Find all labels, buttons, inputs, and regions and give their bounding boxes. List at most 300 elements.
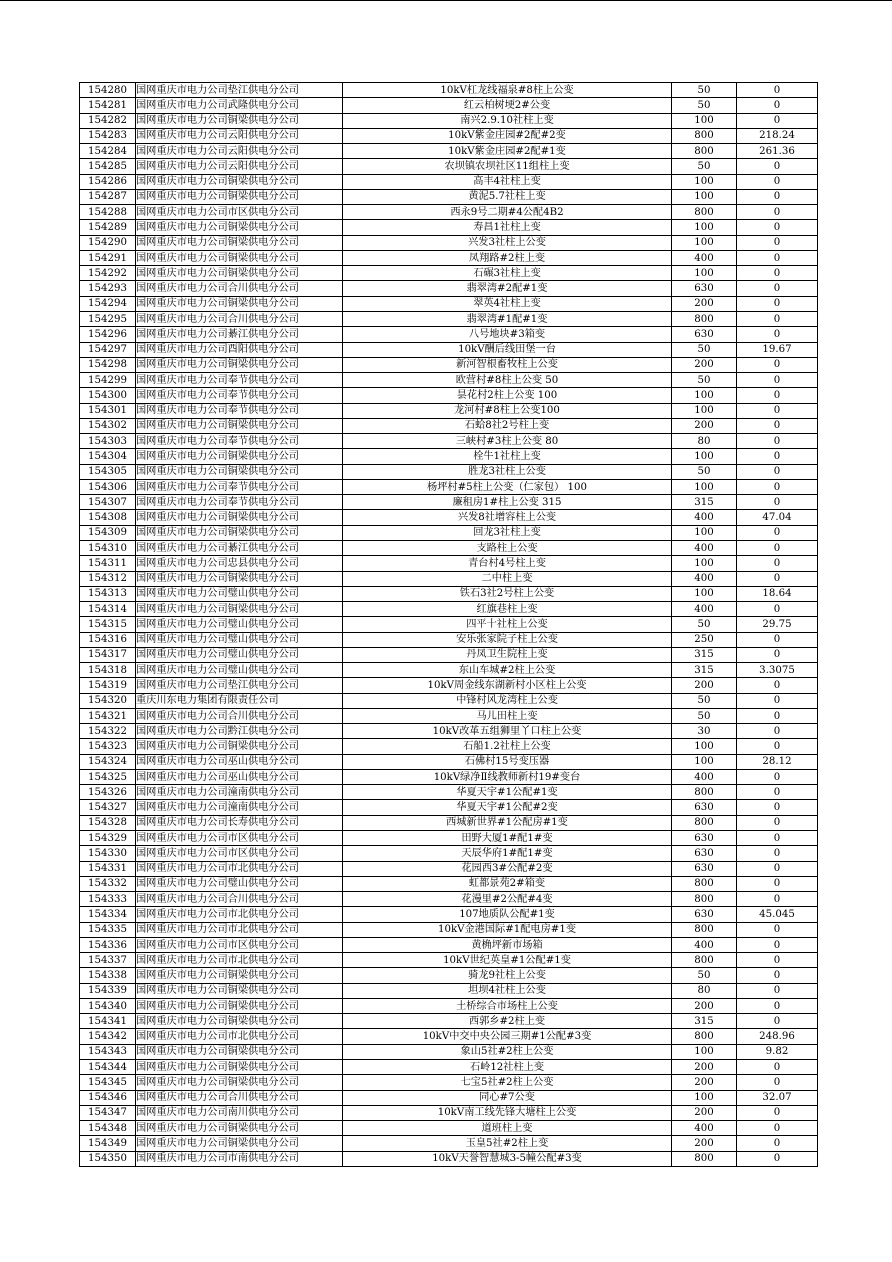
- row-id-cell: 154332: [80, 876, 136, 891]
- row-capacity-cell: 100: [672, 403, 737, 418]
- page-top-border: [0, 0, 892, 1]
- row-id-cell: 154327: [80, 800, 136, 815]
- table-row: [80, 983, 818, 998]
- row-name-cell: 10kV天誉智慧城3-5幢公配#3变: [343, 1151, 672, 1166]
- row-id-cell: 154319: [80, 678, 136, 693]
- row-capacity-cell: 100: [672, 174, 737, 189]
- row-org-cell: 国网重庆市电力公司铜梁供电分公司: [136, 1044, 343, 1059]
- row-capacity-cell: 100: [672, 266, 737, 281]
- row-value-cell: 0: [737, 876, 818, 891]
- row-org-cell: 重庆川东电力集团有限责任公司: [136, 693, 343, 708]
- row-name-cell: 凤翔路#2柱上变: [343, 250, 672, 265]
- row-id-cell: 154298: [80, 357, 136, 372]
- row-name-cell: 坦坝4社柱上公变: [343, 983, 672, 998]
- row-org-cell: 国网重庆市电力公司巫山供电分公司: [136, 769, 343, 784]
- row-org-cell: 国网重庆市电力公司铜梁供电分公司: [136, 357, 343, 372]
- row-id-cell: 154310: [80, 540, 136, 555]
- row-value-cell: 261.36: [737, 144, 818, 159]
- row-org-cell: 国网重庆市电力公司市北供电分公司: [136, 861, 343, 876]
- table-row: [80, 968, 818, 983]
- row-org-cell: 国网重庆市电力公司铜梁供电分公司: [136, 968, 343, 983]
- row-name-cell: 黄泥5.7社柱上变: [343, 189, 672, 204]
- row-id-cell: 154306: [80, 479, 136, 494]
- table-row: [80, 373, 818, 388]
- row-capacity-cell: 400: [672, 602, 737, 617]
- row-value-cell: 0: [737, 373, 818, 388]
- row-id-cell: 154281: [80, 98, 136, 113]
- row-org-cell: 国网重庆市电力公司酉阳供电分公司: [136, 342, 343, 357]
- row-name-cell: 西郭乡#2柱上变: [343, 1014, 672, 1029]
- row-name-cell: 寿昌1社柱上变: [343, 220, 672, 235]
- row-capacity-cell: 800: [672, 815, 737, 830]
- row-value-cell: 0: [737, 861, 818, 876]
- row-name-cell: 华夏天宇#1公配#1变: [343, 785, 672, 800]
- row-org-cell: 国网重庆市电力公司云阳供电分公司: [136, 128, 343, 143]
- row-value-cell: 0: [737, 815, 818, 830]
- row-name-cell: 四平十社柱上公变: [343, 617, 672, 632]
- row-capacity-cell: 630: [672, 281, 737, 296]
- table-row: [80, 937, 818, 952]
- table-row: [80, 739, 818, 754]
- row-capacity-cell: 100: [672, 449, 737, 464]
- table-body: [80, 83, 818, 1167]
- row-value-cell: 0: [737, 266, 818, 281]
- table-row: [80, 708, 818, 723]
- row-org-cell: 国网重庆市电力公司奉节供电分公司: [136, 388, 343, 403]
- row-org-cell: 国网重庆市电力公司武隆供电分公司: [136, 98, 343, 113]
- row-name-cell: 田野大厦1#配1#变: [343, 831, 672, 846]
- row-name-cell: 马儿田柱上变: [343, 708, 672, 723]
- row-name-cell: 农坝镇农坝社区11组柱上变: [343, 159, 672, 174]
- table-row: [80, 693, 818, 708]
- row-name-cell: 东山车城#2柱上公变: [343, 663, 672, 678]
- row-name-cell: 栓牛1社柱上变: [343, 449, 672, 464]
- row-name-cell: 七宝5社#2柱上公变: [343, 1075, 672, 1090]
- row-name-cell: 10kV周金线东湖新村小区柱上公变: [343, 678, 672, 693]
- row-value-cell: 0: [737, 479, 818, 494]
- table-row: [80, 1121, 818, 1136]
- row-value-cell: 0: [737, 327, 818, 342]
- row-org-cell: 国网重庆市电力公司市北供电分公司: [136, 953, 343, 968]
- row-org-cell: 国网重庆市电力公司铜梁供电分公司: [136, 250, 343, 265]
- table-row: [80, 846, 818, 861]
- row-org-cell: 国网重庆市电力公司铜梁供电分公司: [136, 983, 343, 998]
- row-name-cell: 石碾3社柱上变: [343, 266, 672, 281]
- table-row: [80, 754, 818, 769]
- row-value-cell: 0: [737, 449, 818, 464]
- table-row: [80, 632, 818, 647]
- row-capacity-cell: 800: [672, 876, 737, 891]
- row-org-cell: 国网重庆市电力公司铜梁供电分公司: [136, 464, 343, 479]
- table-row: [80, 540, 818, 555]
- table-row: [80, 342, 818, 357]
- row-name-cell: 铁石3社2号柱上公变: [343, 586, 672, 601]
- row-name-cell: 胜龙3社柱上公变: [343, 464, 672, 479]
- row-value-cell: 0: [737, 1105, 818, 1120]
- table-row: [80, 266, 818, 281]
- row-capacity-cell: 630: [672, 327, 737, 342]
- row-name-cell: 10kV南工线先锋大塘柱上公变: [343, 1105, 672, 1120]
- row-value-cell: 0: [737, 800, 818, 815]
- row-org-cell: 国网重庆市电力公司合川供电分公司: [136, 311, 343, 326]
- row-value-cell: 0: [737, 220, 818, 235]
- row-id-cell: 154302: [80, 418, 136, 433]
- row-name-cell: 花漫里#2公配#4变: [343, 892, 672, 907]
- row-name-cell: 10kV改革五组狮里丫口柱上公变: [343, 724, 672, 739]
- row-name-cell: 昙花村2柱上公变 100: [343, 388, 672, 403]
- row-id-cell: 154329: [80, 831, 136, 846]
- row-name-cell: 天辰华府1#配1#变: [343, 846, 672, 861]
- row-org-cell: 国网重庆市电力公司黔江供电分公司: [136, 724, 343, 739]
- table-row: [80, 1075, 818, 1090]
- row-capacity-cell: 100: [672, 479, 737, 494]
- row-name-cell: 花园西3#公配#2变: [343, 861, 672, 876]
- row-capacity-cell: 100: [672, 113, 737, 128]
- row-value-cell: 0: [737, 540, 818, 555]
- row-name-cell: 华夏天宇#1公配#2变: [343, 800, 672, 815]
- row-org-cell: 国网重庆市电力公司铜梁供电分公司: [136, 1014, 343, 1029]
- table-row: [80, 1105, 818, 1120]
- row-capacity-cell: 800: [672, 1029, 737, 1044]
- table-row: [80, 769, 818, 784]
- row-value-cell: 0: [737, 831, 818, 846]
- row-org-cell: 国网重庆市电力公司长寿供电分公司: [136, 815, 343, 830]
- row-capacity-cell: 630: [672, 846, 737, 861]
- row-name-cell: 翡翠湾#1配#1变: [343, 311, 672, 326]
- row-id-cell: 154336: [80, 937, 136, 952]
- row-capacity-cell: 100: [672, 556, 737, 571]
- row-id-cell: 154328: [80, 815, 136, 830]
- row-value-cell: 0: [737, 556, 818, 571]
- row-name-cell: 支路柱上公变: [343, 540, 672, 555]
- row-name-cell: 石佛村15号变压器: [343, 754, 672, 769]
- row-value-cell: 0: [737, 205, 818, 220]
- table-row: [80, 495, 818, 510]
- row-value-cell: 0: [737, 388, 818, 403]
- row-org-cell: 国网重庆市电力公司合川供电分公司: [136, 281, 343, 296]
- row-id-cell: 154287: [80, 189, 136, 204]
- row-capacity-cell: 30: [672, 724, 737, 739]
- row-org-cell: 国网重庆市电力公司铜梁供电分公司: [136, 220, 343, 235]
- row-value-cell: 0: [737, 434, 818, 449]
- row-id-cell: 154313: [80, 586, 136, 601]
- row-value-cell: 0: [737, 357, 818, 372]
- table-row: [80, 571, 818, 586]
- row-value-cell: 0: [737, 174, 818, 189]
- row-capacity-cell: 50: [672, 464, 737, 479]
- row-capacity-cell: 100: [672, 1044, 737, 1059]
- table-row: [80, 434, 818, 449]
- table-row: [80, 174, 818, 189]
- row-value-cell: 47.04: [737, 510, 818, 525]
- row-name-cell: 欧营村#8柱上公变 50: [343, 373, 672, 388]
- row-value-cell: 0: [737, 983, 818, 998]
- table-row: [80, 1151, 818, 1166]
- table-row: [80, 647, 818, 662]
- row-capacity-cell: 630: [672, 800, 737, 815]
- row-name-cell: 西永9号二期#4公配4B2: [343, 205, 672, 220]
- row-value-cell: 0: [737, 525, 818, 540]
- table-row: [80, 831, 818, 846]
- row-value-cell: 0: [737, 647, 818, 662]
- row-id-cell: 154292: [80, 266, 136, 281]
- table-row: [80, 327, 818, 342]
- row-capacity-cell: 630: [672, 907, 737, 922]
- table-row: [80, 510, 818, 525]
- row-capacity-cell: 50: [672, 708, 737, 723]
- table-row: [80, 83, 818, 98]
- row-name-cell: 兴发8社增容柱上公变: [343, 510, 672, 525]
- row-name-cell: 西城新世界#1公配房#1变: [343, 815, 672, 830]
- row-name-cell: 红旗巷柱上变: [343, 602, 672, 617]
- row-value-cell: 0: [737, 892, 818, 907]
- row-org-cell: 国网重庆市电力公司铜梁供电分公司: [136, 1075, 343, 1090]
- row-id-cell: 154334: [80, 907, 136, 922]
- row-id-cell: 154300: [80, 388, 136, 403]
- row-org-cell: 国网重庆市电力公司璧山供电分公司: [136, 617, 343, 632]
- row-value-cell: 29.75: [737, 617, 818, 632]
- row-id-cell: 154347: [80, 1105, 136, 1120]
- row-capacity-cell: 100: [672, 525, 737, 540]
- row-id-cell: 154290: [80, 235, 136, 250]
- row-org-cell: 国网重庆市电力公司铜梁供电分公司: [136, 998, 343, 1013]
- row-org-cell: 国网重庆市电力公司合川供电分公司: [136, 892, 343, 907]
- row-id-cell: 154322: [80, 724, 136, 739]
- row-id-cell: 154325: [80, 769, 136, 784]
- row-name-cell: 南兴2.9.10社柱上变: [343, 113, 672, 128]
- table-row: [80, 815, 818, 830]
- row-capacity-cell: 630: [672, 861, 737, 876]
- row-name-cell: 兴发3社柱上公变: [343, 235, 672, 250]
- row-id-cell: 154338: [80, 968, 136, 983]
- row-org-cell: 国网重庆市电力公司铜梁供电分公司: [136, 739, 343, 754]
- row-id-cell: 154320: [80, 693, 136, 708]
- table-row: [80, 892, 818, 907]
- row-capacity-cell: 200: [672, 1060, 737, 1075]
- row-name-cell: 翠英4社柱上变: [343, 296, 672, 311]
- row-value-cell: 0: [737, 724, 818, 739]
- row-capacity-cell: 50: [672, 693, 737, 708]
- row-name-cell: 10kV杠龙线福泉#8柱上公变: [343, 83, 672, 98]
- row-org-cell: 国网重庆市电力公司铜梁供电分公司: [136, 449, 343, 464]
- row-id-cell: 154286: [80, 174, 136, 189]
- row-id-cell: 154321: [80, 708, 136, 723]
- table-row: [80, 357, 818, 372]
- row-capacity-cell: 400: [672, 937, 737, 952]
- table-row: [80, 250, 818, 265]
- row-name-cell: 10kV紫金庄园#2配#1变: [343, 144, 672, 159]
- row-org-cell: 国网重庆市电力公司奉节供电分公司: [136, 373, 343, 388]
- row-capacity-cell: 50: [672, 968, 737, 983]
- row-org-cell: 国网重庆市电力公司铜梁供电分公司: [136, 602, 343, 617]
- row-id-cell: 154345: [80, 1075, 136, 1090]
- row-org-cell: 国网重庆市电力公司铜梁供电分公司: [136, 1136, 343, 1151]
- row-capacity-cell: 200: [672, 1075, 737, 1090]
- table-row: [80, 998, 818, 1013]
- row-org-cell: 国网重庆市电力公司市区供电分公司: [136, 205, 343, 220]
- table-row: [80, 205, 818, 220]
- row-name-cell: 中锋村风龙湾柱上公变: [343, 693, 672, 708]
- row-value-cell: 0: [737, 281, 818, 296]
- row-id-cell: 154344: [80, 1060, 136, 1075]
- table-row: [80, 525, 818, 540]
- row-capacity-cell: 800: [672, 1151, 737, 1166]
- row-capacity-cell: 50: [672, 342, 737, 357]
- row-capacity-cell: 630: [672, 831, 737, 846]
- table-row: [80, 907, 818, 922]
- row-value-cell: 0: [737, 403, 818, 418]
- row-org-cell: 国网重庆市电力公司忠县供电分公司: [136, 556, 343, 571]
- row-capacity-cell: 800: [672, 144, 737, 159]
- row-value-cell: 0: [737, 250, 818, 265]
- table-row: [80, 479, 818, 494]
- row-name-cell: 高丰4社柱上变: [343, 174, 672, 189]
- row-org-cell: 国网重庆市电力公司合川供电分公司: [136, 1090, 343, 1105]
- row-name-cell: 新河智根畜牧柱上公变: [343, 357, 672, 372]
- table-row: [80, 556, 818, 571]
- row-id-cell: 154318: [80, 663, 136, 678]
- row-org-cell: 国网重庆市电力公司奉节供电分公司: [136, 403, 343, 418]
- row-value-cell: 0: [737, 922, 818, 937]
- row-org-cell: 国网重庆市电力公司璧山供电分公司: [136, 632, 343, 647]
- table-row: [80, 876, 818, 891]
- row-value-cell: 0: [737, 464, 818, 479]
- row-org-cell: 国网重庆市电力公司市北供电分公司: [136, 1029, 343, 1044]
- row-id-cell: 154289: [80, 220, 136, 235]
- row-org-cell: 国网重庆市电力公司璧山供电分公司: [136, 647, 343, 662]
- row-id-cell: 154314: [80, 602, 136, 617]
- row-capacity-cell: 50: [672, 159, 737, 174]
- row-capacity-cell: 100: [672, 754, 737, 769]
- table-row: [80, 449, 818, 464]
- row-name-cell: 二中柱上变: [343, 571, 672, 586]
- row-id-cell: 154316: [80, 632, 136, 647]
- row-name-cell: 10kV金港国际#1配电房#1变: [343, 922, 672, 937]
- table-row: [80, 281, 818, 296]
- row-capacity-cell: 800: [672, 922, 737, 937]
- table-row: [80, 464, 818, 479]
- row-name-cell: 翡翠湾#2配#1变: [343, 281, 672, 296]
- row-name-cell: 10kV世纪英皇#1公配#1变: [343, 953, 672, 968]
- row-capacity-cell: 100: [672, 189, 737, 204]
- row-org-cell: 国网重庆市电力公司铜梁供电分公司: [136, 266, 343, 281]
- row-value-cell: 0: [737, 495, 818, 510]
- row-value-cell: 28.12: [737, 754, 818, 769]
- row-name-cell: 骑龙9社柱上公变: [343, 968, 672, 983]
- row-value-cell: 0: [737, 785, 818, 800]
- row-org-cell: 国网重庆市电力公司铜梁供电分公司: [136, 113, 343, 128]
- row-value-cell: 0: [737, 1014, 818, 1029]
- row-value-cell: 0: [737, 83, 818, 98]
- transformer-table: [79, 82, 818, 1167]
- row-id-cell: 154350: [80, 1151, 136, 1166]
- row-value-cell: 0: [737, 998, 818, 1013]
- row-value-cell: 0: [737, 846, 818, 861]
- row-org-cell: 国网重庆市电力公司潼南供电分公司: [136, 785, 343, 800]
- row-org-cell: 国网重庆市电力公司铜梁供电分公司: [136, 296, 343, 311]
- row-id-cell: 154296: [80, 327, 136, 342]
- table-row: [80, 785, 818, 800]
- row-value-cell: 0: [737, 235, 818, 250]
- row-capacity-cell: 100: [672, 388, 737, 403]
- row-value-cell: 0: [737, 113, 818, 128]
- row-value-cell: 18.64: [737, 586, 818, 601]
- row-id-cell: 154285: [80, 159, 136, 174]
- row-org-cell: 国网重庆市电力公司垫江供电分公司: [136, 83, 343, 98]
- row-value-cell: 0: [737, 296, 818, 311]
- row-org-cell: 国网重庆市电力公司云阳供电分公司: [136, 159, 343, 174]
- row-org-cell: 国网重庆市电力公司潼南供电分公司: [136, 800, 343, 815]
- row-org-cell: 国网重庆市电力公司市北供电分公司: [136, 907, 343, 922]
- table-row: [80, 1136, 818, 1151]
- row-capacity-cell: 200: [672, 418, 737, 433]
- row-value-cell: 9.82: [737, 1044, 818, 1059]
- row-name-cell: 回龙3社柱上变: [343, 525, 672, 540]
- row-org-cell: 国网重庆市电力公司铜梁供电分公司: [136, 1121, 343, 1136]
- row-name-cell: 安乐张家院子柱上公变: [343, 632, 672, 647]
- table-row: [80, 1029, 818, 1044]
- row-value-cell: 0: [737, 953, 818, 968]
- row-value-cell: 0: [737, 693, 818, 708]
- row-name-cell: 三峡村#3柱上公变 80: [343, 434, 672, 449]
- row-name-cell: 道班柱上变: [343, 1121, 672, 1136]
- row-name-cell: 10kV酬后线田堡一台: [343, 342, 672, 357]
- table-row: [80, 144, 818, 159]
- row-value-cell: 0: [737, 769, 818, 784]
- row-org-cell: 国网重庆市电力公司市南供电分公司: [136, 1151, 343, 1166]
- row-id-cell: 154282: [80, 113, 136, 128]
- row-id-cell: 154280: [80, 83, 136, 98]
- row-capacity-cell: 200: [672, 1105, 737, 1120]
- row-value-cell: 45.045: [737, 907, 818, 922]
- row-id-cell: 154317: [80, 647, 136, 662]
- row-value-cell: 19.67: [737, 342, 818, 357]
- row-org-cell: 国网重庆市电力公司奉节供电分公司: [136, 495, 343, 510]
- row-id-cell: 154307: [80, 495, 136, 510]
- table-row: [80, 128, 818, 143]
- row-capacity-cell: 800: [672, 892, 737, 907]
- row-id-cell: 154284: [80, 144, 136, 159]
- row-capacity-cell: 200: [672, 1136, 737, 1151]
- row-id-cell: 154315: [80, 617, 136, 632]
- row-capacity-cell: 400: [672, 250, 737, 265]
- row-capacity-cell: 100: [672, 1090, 737, 1105]
- row-org-cell: 国网重庆市电力公司奉节供电分公司: [136, 434, 343, 449]
- row-id-cell: 154297: [80, 342, 136, 357]
- row-capacity-cell: 800: [672, 128, 737, 143]
- row-id-cell: 154288: [80, 205, 136, 220]
- row-capacity-cell: 800: [672, 311, 737, 326]
- row-capacity-cell: 50: [672, 373, 737, 388]
- row-org-cell: 国网重庆市电力公司璧山供电分公司: [136, 663, 343, 678]
- row-name-cell: 黄桷坪新市场箱: [343, 937, 672, 952]
- row-id-cell: 154341: [80, 1014, 136, 1029]
- row-value-cell: 0: [737, 937, 818, 952]
- row-value-cell: 0: [737, 968, 818, 983]
- table-row: [80, 953, 818, 968]
- row-value-cell: 218.24: [737, 128, 818, 143]
- row-capacity-cell: 400: [672, 769, 737, 784]
- row-value-cell: 0: [737, 418, 818, 433]
- row-name-cell: 廉租房1#柱上公变 315: [343, 495, 672, 510]
- row-capacity-cell: 100: [672, 739, 737, 754]
- row-id-cell: 154335: [80, 922, 136, 937]
- row-id-cell: 154340: [80, 998, 136, 1013]
- table-row: [80, 724, 818, 739]
- table-row: [80, 663, 818, 678]
- table-row: [80, 1090, 818, 1105]
- row-value-cell: 0: [737, 1060, 818, 1075]
